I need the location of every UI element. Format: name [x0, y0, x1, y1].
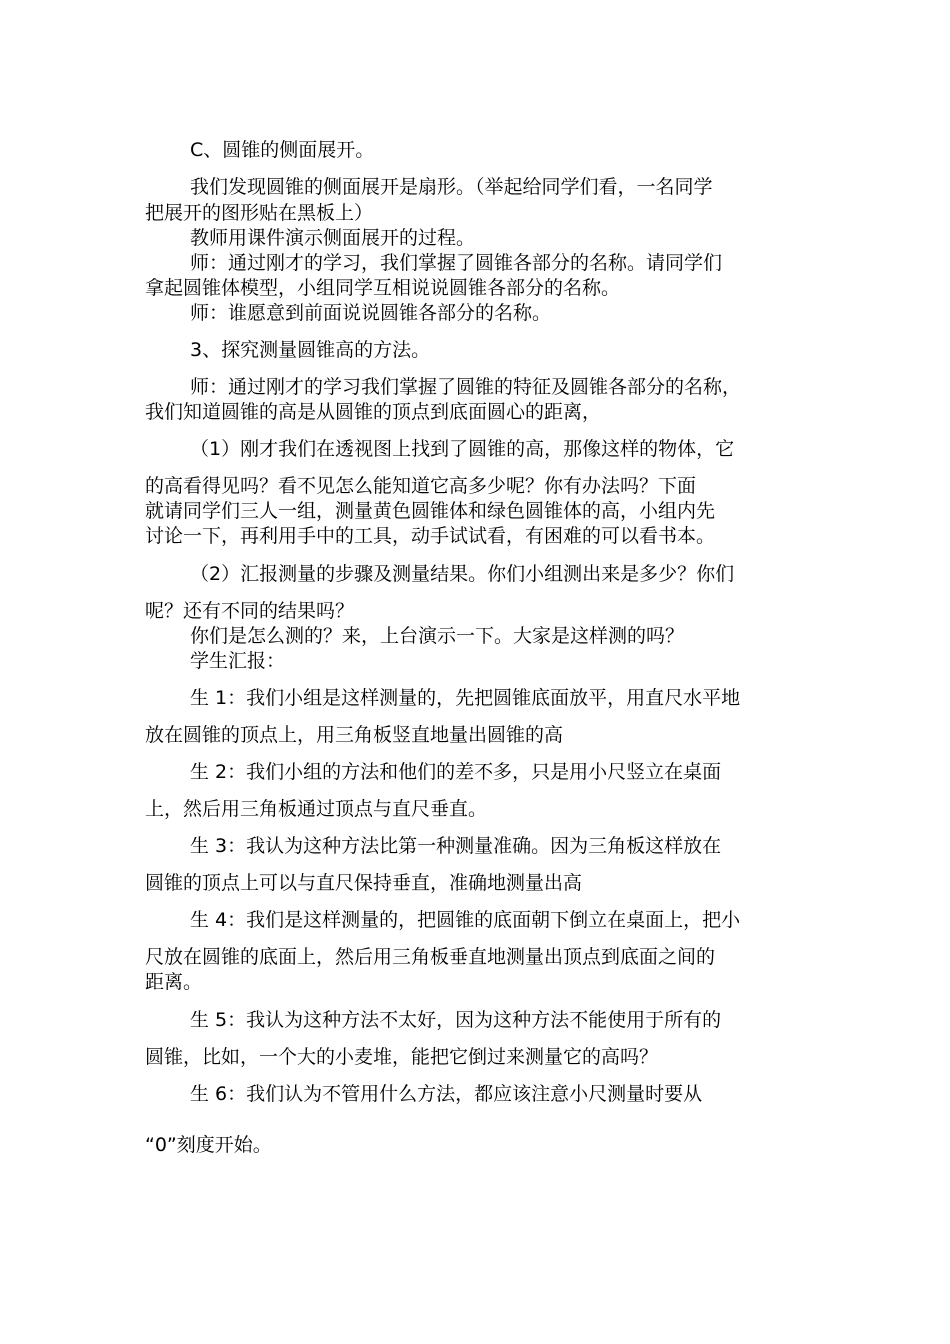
paragraph-line: 生 5：我认为这种方法不太好，因为这种方法不能使用于所有的 [190, 1009, 722, 1031]
paragraph-line: “0”刻度开始。 [145, 1134, 272, 1156]
paragraph-line: 学生汇报： [190, 650, 286, 672]
paragraph-line: 教师用课件演示侧面展开的过程。 [190, 227, 476, 249]
paragraph-line: 生 4：我们是这样测量的，把圆锥的底面朝下倒立在桌面上，把小 [190, 909, 741, 931]
paragraph-line: 圆锥的顶点上可以与直尺保持垂直，准确地测量出高 [145, 872, 583, 894]
paragraph-line: 生 3：我认为这种方法比第一种测量准确。因为三角板这样放在 [190, 835, 722, 857]
section-heading-c: C、圆锥的侧面展开。 [190, 139, 375, 161]
paragraph-line: （1）刚才我们在透视图上找到了圆锥的高，那像这样的物体，它 [190, 438, 735, 460]
paragraph-line: 生 6：我们认为不管用什么方法，都应该注意小尺测量时要从 [190, 1083, 703, 1105]
paragraph-line: 圆锥，比如，一个大的小麦堆，能把它倒过来测量它的高吗？ [145, 1046, 659, 1068]
paragraph-line: 就请同学们三人一组，测量黄色圆锥体和绿色圆锥体的高，小组内先 [145, 500, 716, 522]
paragraph-line: （2）汇报测量的步骤及测量结果。你们小组测出来是多少？你们 [190, 563, 735, 585]
paragraph-line: 我们知道圆锥的高是从圆锥的顶点到底面圆心的距离， [145, 401, 602, 423]
paragraph-line: 放在圆锥的顶点上，用三角板竖直地量出圆锥的高 [145, 724, 564, 746]
paragraph-line: 把展开的图形贴在黑板上） [145, 202, 374, 224]
paragraph-line: 呢？还有不同的结果吗？ [145, 600, 355, 622]
section-heading-3: 3、探究测量圆锥高的方法。 [190, 339, 431, 361]
paragraph-line: 我们发现圆锥的侧面展开是扇形。（举起给同学们看，一名同学 [190, 176, 713, 198]
paragraph-line: 拿起圆锥体模型，小组同学互相说说圆锥各部分的名称。 [145, 277, 621, 299]
paragraph-line: 生 1：我们小组是这样测量的，先把圆锥底面放平，用直尺水平地 [190, 687, 741, 709]
paragraph-line: 生 2：我们小组的方法和他们的差不多，只是用小尺竖立在桌面 [190, 761, 722, 783]
paragraph-line: 尺放在圆锥的底面上，然后用三角板垂直地测量出顶点到底面之间的 [145, 946, 716, 968]
paragraph-line: 师：通过刚才的学习我们掌握了圆锥的特征及圆锥各部分的名称， [190, 376, 742, 398]
paragraph-line: 师：谁愿意到前面说说圆锥各部分的名称。 [190, 302, 552, 324]
paragraph-line: 讨论一下，再利用手中的工具，动手试试看，有困难的可以看书本。 [145, 525, 716, 547]
paragraph-line: 距离。 [145, 971, 203, 993]
paragraph-line: 的高看得见吗？看不见怎么能知道它高多少呢？你有办法吗？下面 [145, 475, 697, 497]
paragraph-line: 上，然后用三角板通过顶点与直尺垂直。 [145, 798, 488, 820]
paragraph-line: 你们是怎么测的？来，上台演示一下。大家是这样测的吗？ [190, 625, 685, 647]
paragraph-line: 师：通过刚才的学习，我们掌握了圆锥各部分的名称。请同学们 [190, 252, 723, 274]
